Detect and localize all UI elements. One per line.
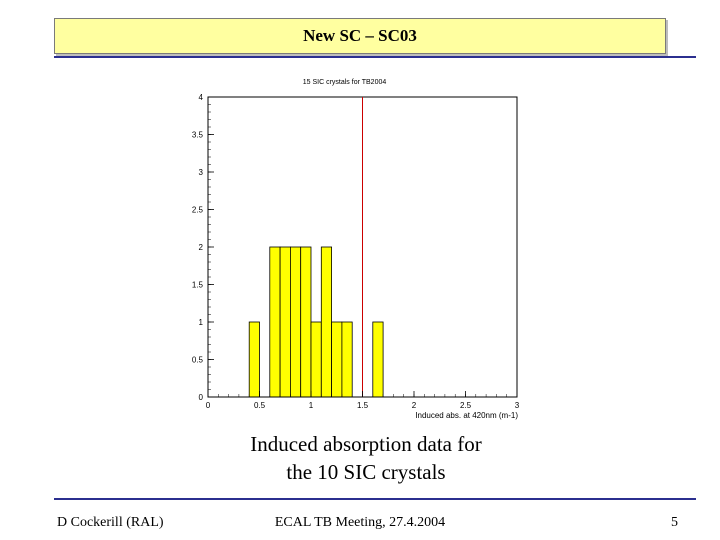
x-tick-label-1: 0.5	[253, 401, 266, 410]
histogram-bar-3	[290, 247, 300, 397]
chart-title: 15 SIC crystals for TB2004	[302, 79, 387, 86]
y-tick-label-5: 2.5	[191, 205, 203, 215]
x-axis-label: Induced abs. at 420nm (m-1)	[415, 411, 518, 420]
y-tick-label-3: 1.5	[191, 280, 203, 290]
x-tick-label-5: 2.5	[459, 401, 472, 410]
histogram-bar-1	[270, 247, 280, 397]
x-tick-label-2: 1	[308, 401, 314, 410]
y-tick-label-6: 3	[198, 168, 203, 177]
footer-meeting: ECAL TB Meeting, 27.4.2004	[274, 515, 446, 530]
histogram-bar-4	[301, 247, 311, 397]
y-tick-label-1: 0.5	[191, 355, 203, 365]
y-tick-label-2: 1	[198, 318, 203, 327]
histogram-bar-0	[249, 322, 259, 397]
footer-page-number: 5	[671, 515, 678, 530]
histogram-chart	[180, 70, 540, 430]
x-tick-label-4: 2	[411, 401, 417, 410]
histogram-bar-5	[311, 322, 321, 397]
x-tick-label-6: 3	[514, 401, 520, 410]
y-tick-label-7: 3.5	[191, 130, 203, 140]
histogram-bar-6	[321, 247, 331, 397]
caption-line-1: Induced absorption data for	[250, 432, 482, 456]
x-tick-label-3: 1.5	[356, 401, 369, 410]
histogram-svg	[180, 70, 540, 425]
caption-line-2: the 10 SIC crystals	[286, 460, 446, 484]
y-tick-label-4: 2	[198, 243, 203, 252]
slide-title: New SC – SC03	[303, 26, 417, 45]
y-tick-label-8: 4	[198, 93, 203, 102]
bottom-divider	[54, 498, 696, 500]
chart-caption	[180, 430, 552, 486]
footer-author: D Cockerill (RAL)	[57, 515, 164, 530]
histogram-bar-7	[332, 322, 342, 397]
histogram-bar-8	[342, 322, 352, 397]
histogram-bar-9	[373, 322, 383, 397]
histogram-bar-2	[280, 247, 290, 397]
top-divider	[54, 56, 696, 58]
y-tick-label-0: 0	[198, 393, 203, 402]
x-tick-label-0: 0	[205, 401, 211, 410]
slide-title-box	[54, 18, 666, 54]
